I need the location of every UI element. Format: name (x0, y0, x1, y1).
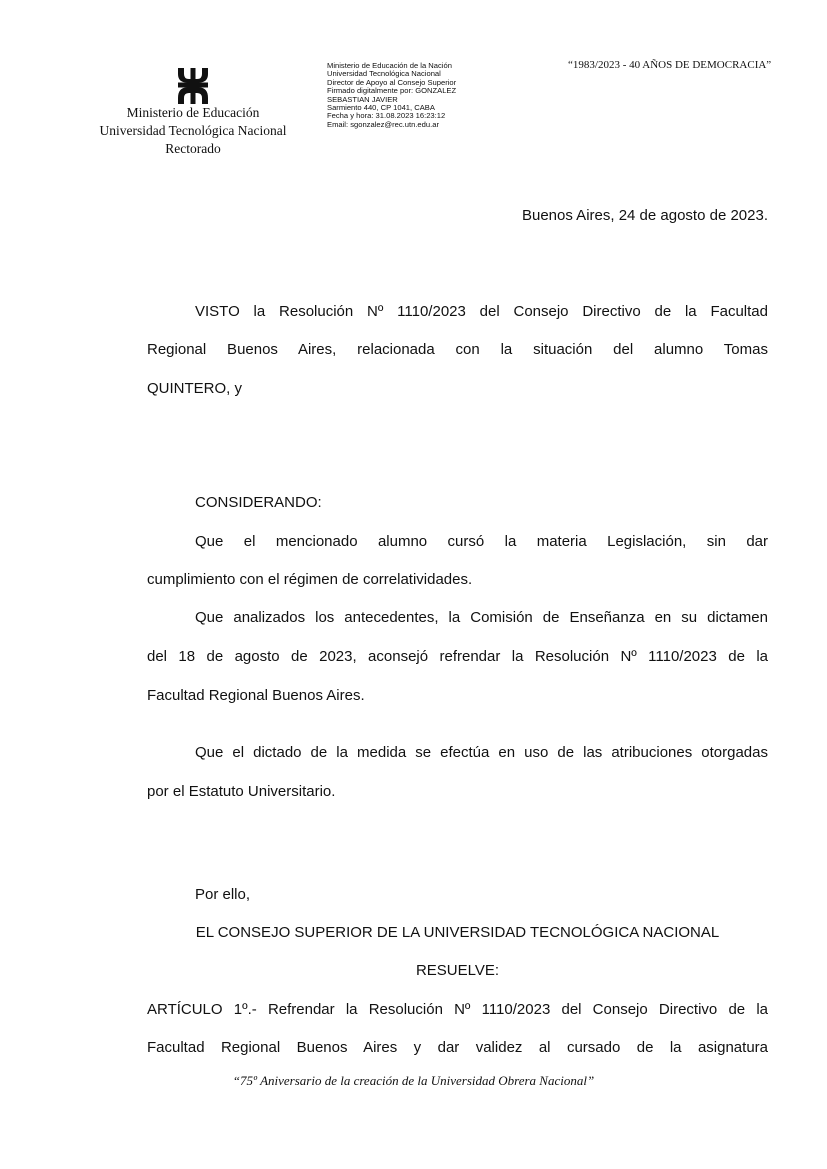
signature-line: Sarmiento 440, CP 1041, CABA (327, 103, 435, 113)
considerando-p3-line: Que el dictado de la medida se efectúa en uso de las atribuciones otorgadas (195, 744, 768, 761)
institution-block (80, 104, 306, 158)
institution-ministry: Ministerio de Educación (126, 105, 260, 120)
institution-office: Rectorado (165, 141, 221, 156)
footer-anniversary: “75º Aniversario de la creación de la Universidad Obrera Nacional” (232, 1073, 595, 1088)
considerando-heading: CONSIDERANDO: (195, 494, 322, 511)
signature-line: Universidad Tecnológica Nacional (327, 69, 441, 79)
considerando-p2-line: del 18 de agosto de 2023, aconsejó refrendar la Resolución Nº 1110/2023 de la (147, 648, 768, 665)
considerando-p2-line: Que analizados los antecedentes, la Comisión de Enseñanza en su dictamen (195, 609, 768, 626)
council-heading: EL CONSEJO SUPERIOR DE LA UNIVERSIDAD TECNOLÓGICA NACIONAL (195, 924, 720, 941)
visto-line: VISTO la Resolución Nº 1110/2023 del Consejo Directivo de la Facultad (195, 303, 768, 320)
considerando-p2-line: Facultad Regional Buenos Aires. (147, 687, 365, 704)
considerando-p1-line: Que el mencionado alumno cursó la materia Legislación, sin dar (195, 533, 768, 550)
considerando-p1-line: cumplimiento con el régimen de correlatividades. (147, 571, 473, 588)
signature-line: Director de Apoyo al Consejo Superior (327, 77, 457, 87)
visto-line: QUINTERO, y (147, 380, 243, 397)
visto-line: Regional Buenos Aires, relacionada con la situación del alumno Tomas (147, 341, 768, 358)
signature-email: Email: sgonzalez@rec.utn.edu.ar (327, 119, 439, 129)
document-date: Buenos Aires, 24 de agosto de 2023. (521, 207, 768, 224)
considerando-p3-line: por el Estatuto Universitario. (147, 783, 336, 800)
header-motto: “1983/2023 - 40 AÑOS DE DEMOCRACIA” (568, 59, 772, 71)
articulo-1-line: ARTÍCULO 1º.- Refrendar la Resolución Nº 1110/2023 del Consejo Directivo de la (147, 1001, 768, 1018)
signature-line: Fecha y hora: 31.08.2023 16:23:12 (327, 111, 446, 121)
institution-university: Universidad Tecnológica Nacional (99, 123, 287, 138)
signature-line: SEBASTIAN JAVIER (327, 94, 398, 104)
por-ello-line: Por ello, (195, 886, 251, 903)
resuelve-heading: RESUELVE: (415, 962, 500, 979)
signature-line: Firmado digitalmente por: GONZALEZ (327, 86, 457, 96)
digital-signature-block (327, 62, 456, 129)
utn-logo-icon (176, 68, 210, 104)
articulo-1-line: Facultad Regional Buenos Aires y dar validez al cursado de la asignatura (147, 1039, 768, 1056)
signature-line: Ministerio de Educación de la Nación (327, 61, 452, 70)
